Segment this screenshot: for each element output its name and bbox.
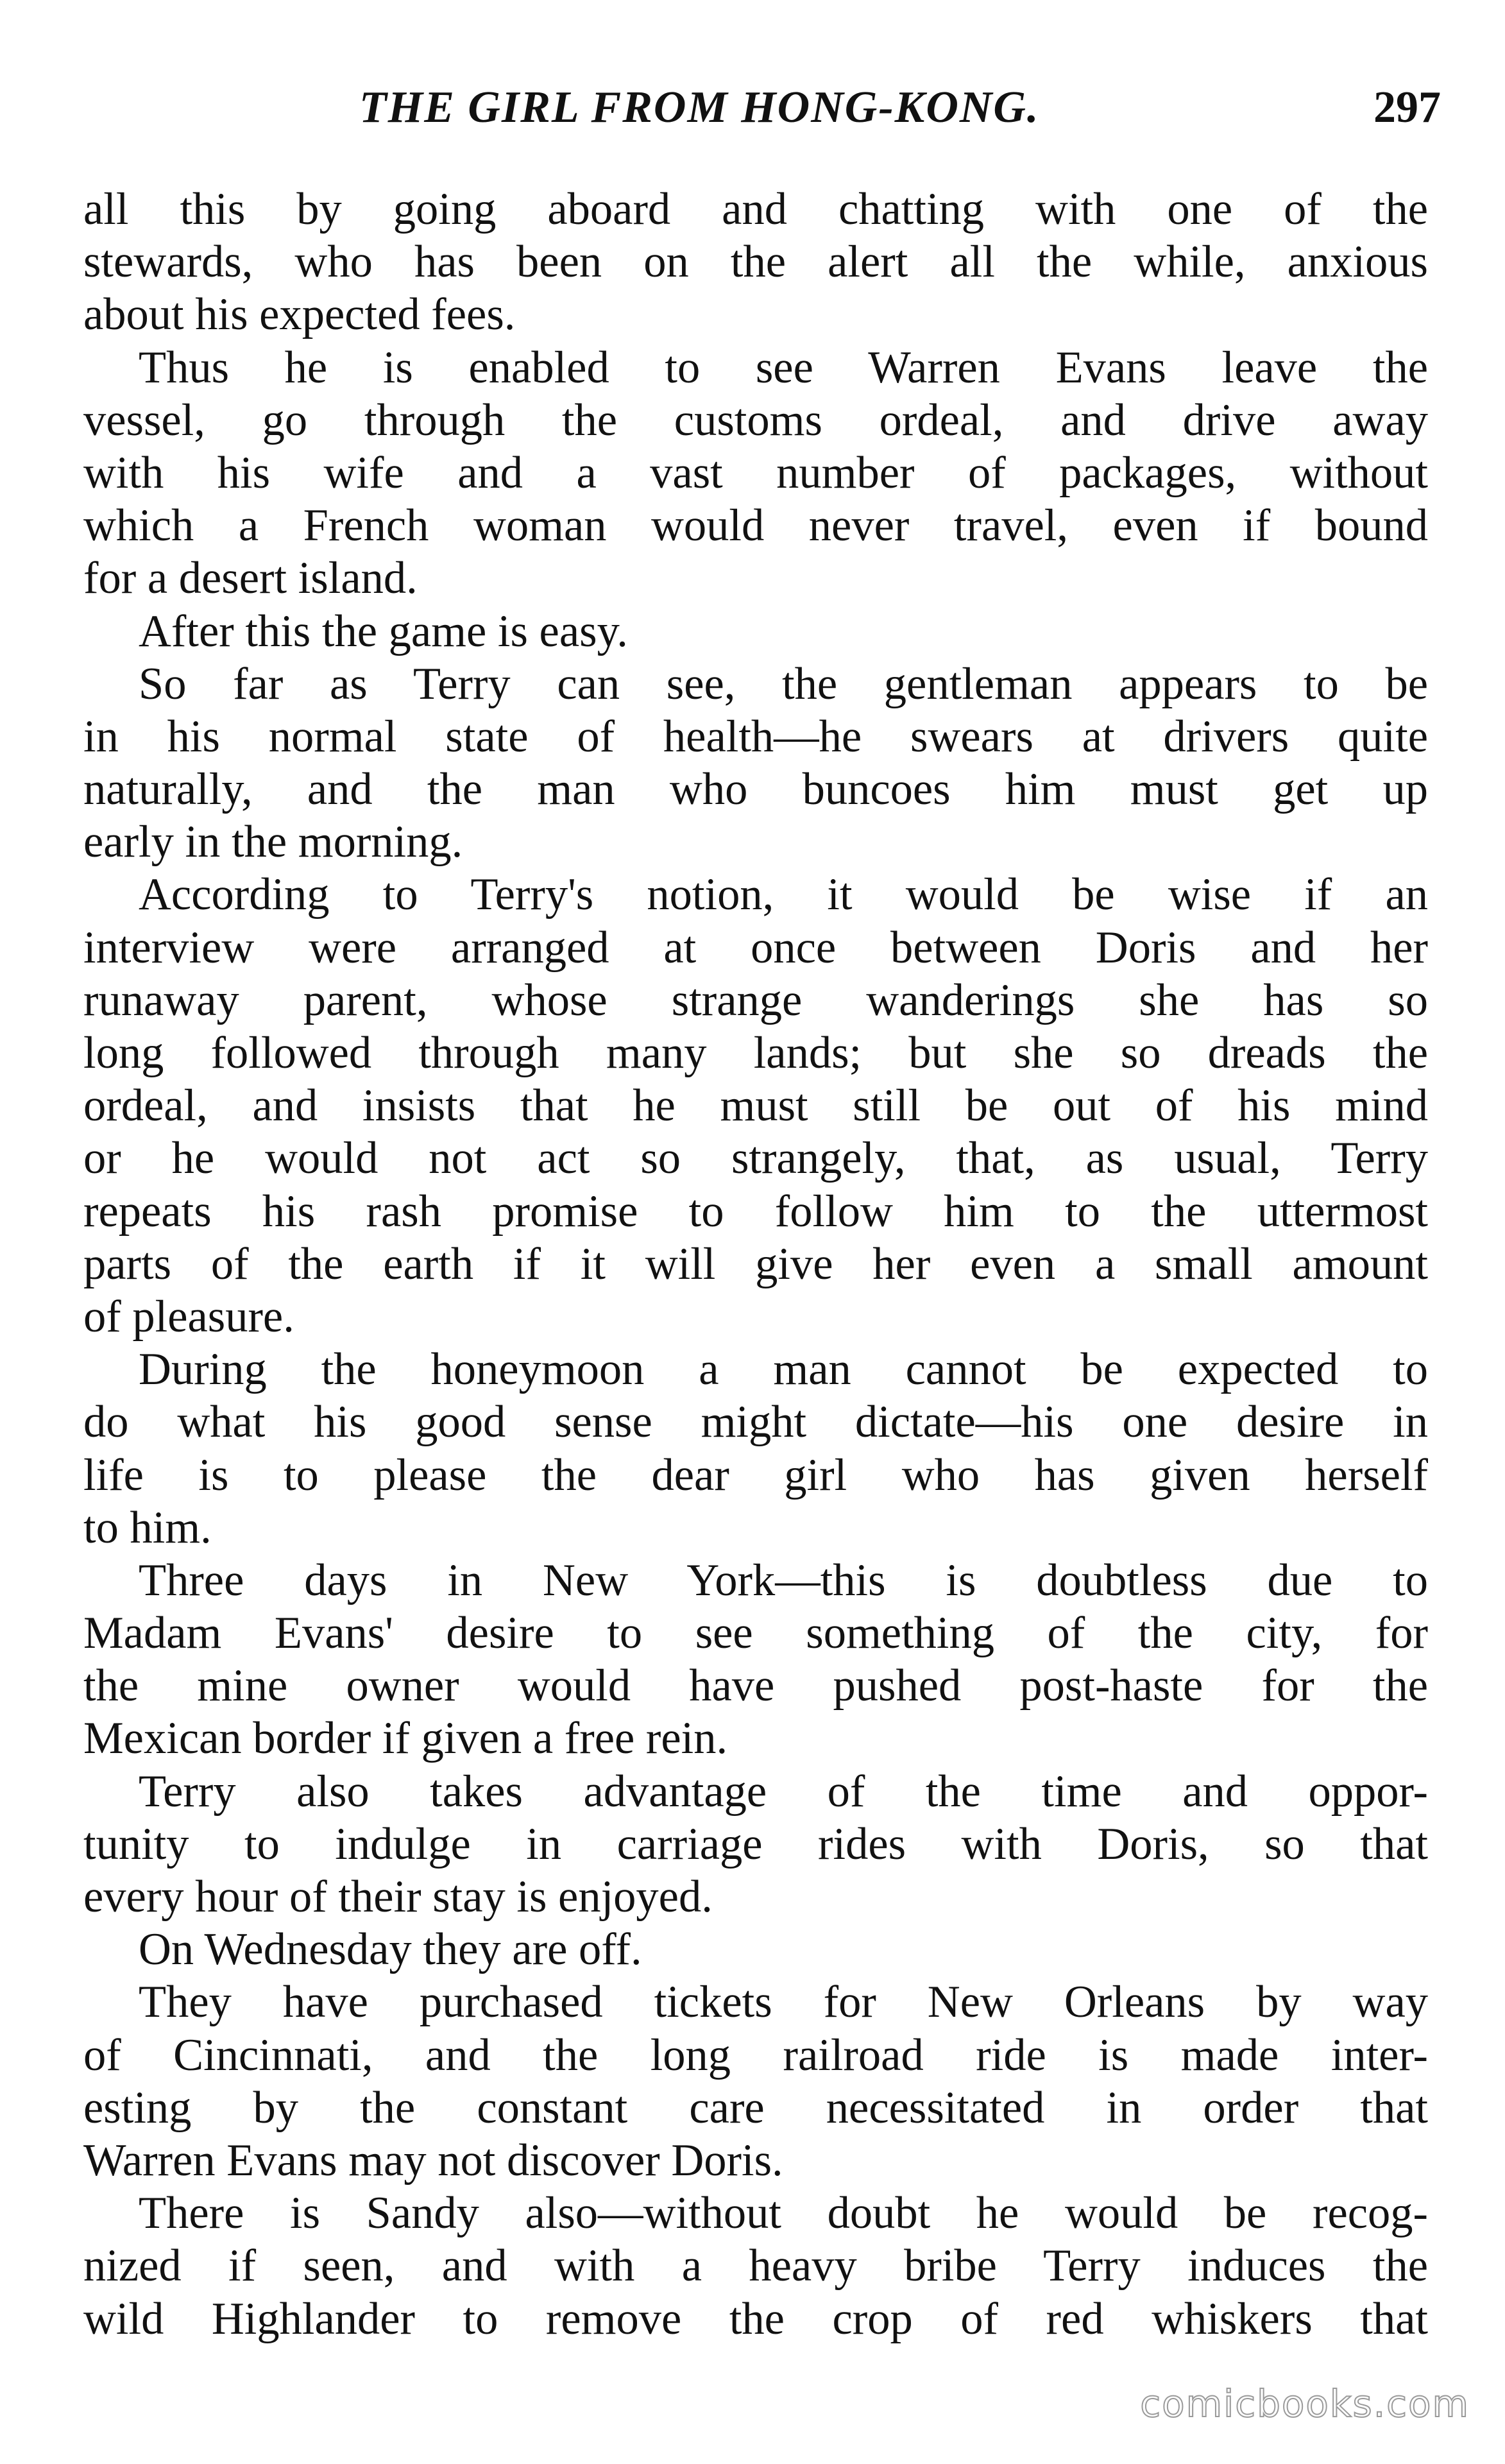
text-line: They have purchased tickets for New Orleans by way: [139, 1977, 1428, 2028]
text-line: repeats his rash promise to follow him to the uttermost: [83, 1186, 1428, 1236]
text-line: ordeal, and insists that he must still be out of his mind: [83, 1081, 1428, 1131]
text-line: the mine owner would have pushed post-haste for the: [83, 1661, 1428, 1711]
text-line: parts of the earth if it will give her even a small amount: [83, 1238, 1428, 1289]
text-line: for a desert island.: [83, 553, 418, 604]
text-line: of Cincinnati, and the long railroad ride is made inter-: [83, 2030, 1428, 2080]
text-line: do what his good sense might dictate—his one desire in: [83, 1397, 1428, 1448]
text-line: Three days in New York—this is doubtless due to: [139, 1555, 1428, 1605]
page-header: [0, 82, 1505, 153]
text-line: naturally, and the man who buncoes him must get up: [83, 764, 1428, 815]
watermark: comicbooks.com: [1140, 2382, 1470, 2426]
text-line: long followed through many lands; but she so dreads the: [83, 1028, 1428, 1078]
text-line: After this the game is easy.: [139, 606, 628, 656]
text-line: or he would not act so strangely, that, as usual, Terry: [83, 1133, 1428, 1184]
text-line: runaway parent, whose strange wanderings she has so: [83, 975, 1428, 1025]
text-line: life is to please the dear girl who has given herself: [83, 1450, 1428, 1500]
text-line: Warren Evans may not discover Doris.: [83, 2135, 783, 2186]
text-line: vessel, go through the customs ordeal, and drive away: [83, 395, 1428, 445]
text-line: nized if seen, and with a heavy bribe Terry induces the: [83, 2241, 1428, 2291]
text-line: Thus he is enabled to see Warren Evans leave the: [139, 342, 1428, 393]
text-line: wild Highlander to remove the crop of red whiskers that: [83, 2293, 1428, 2344]
text-line: Terry also takes advantage of the time and oppor-: [139, 1766, 1428, 1817]
body-text: [83, 183, 1428, 2345]
text-line: all this by going aboard and chatting with one of the: [83, 184, 1428, 234]
text-line: interview were arranged at once between Doris and her: [83, 922, 1428, 973]
text-line: about his expected fees.: [83, 289, 516, 340]
text-line: with his wife and a vast number of packages, without: [83, 447, 1428, 498]
text-line: which a French woman would never travel, even if bound: [83, 501, 1428, 551]
page-number: 297: [1373, 83, 1441, 132]
text-line: tunity to indulge in carriage rides with Doris, so that: [83, 1818, 1428, 1869]
text-line: stewards, who has been on the alert all the while, anxious: [83, 237, 1428, 287]
text-line: early in the morning.: [83, 817, 463, 868]
running-title: THE GIRL FROM HONG-KONG.: [359, 83, 1040, 132]
text-line: There is Sandy also—without doubt he would be recog-: [139, 2188, 1428, 2239]
text-line: According to Terry's notion, it would be wise if an: [139, 869, 1428, 920]
text-line: Madam Evans' desire to see something of the city, for: [83, 1608, 1428, 1659]
text-line: esting by the constant care necessitated in order that: [83, 2082, 1428, 2133]
text-line: During the honeymoon a man cannot be expected to: [139, 1344, 1428, 1395]
text-line: to him.: [83, 1502, 212, 1553]
text-line: Mexican border if given a free rein.: [83, 1713, 728, 1764]
text-line: So far as Terry can see, the gentleman appears to be: [139, 658, 1428, 709]
text-line: in his normal state of health—he swears at drivers quite: [83, 711, 1428, 762]
text-line: every hour of their stay is enjoyed.: [83, 1872, 713, 1922]
text-line: On Wednesday they are off.: [139, 1924, 642, 1975]
text-line: of pleasure.: [83, 1291, 294, 1342]
